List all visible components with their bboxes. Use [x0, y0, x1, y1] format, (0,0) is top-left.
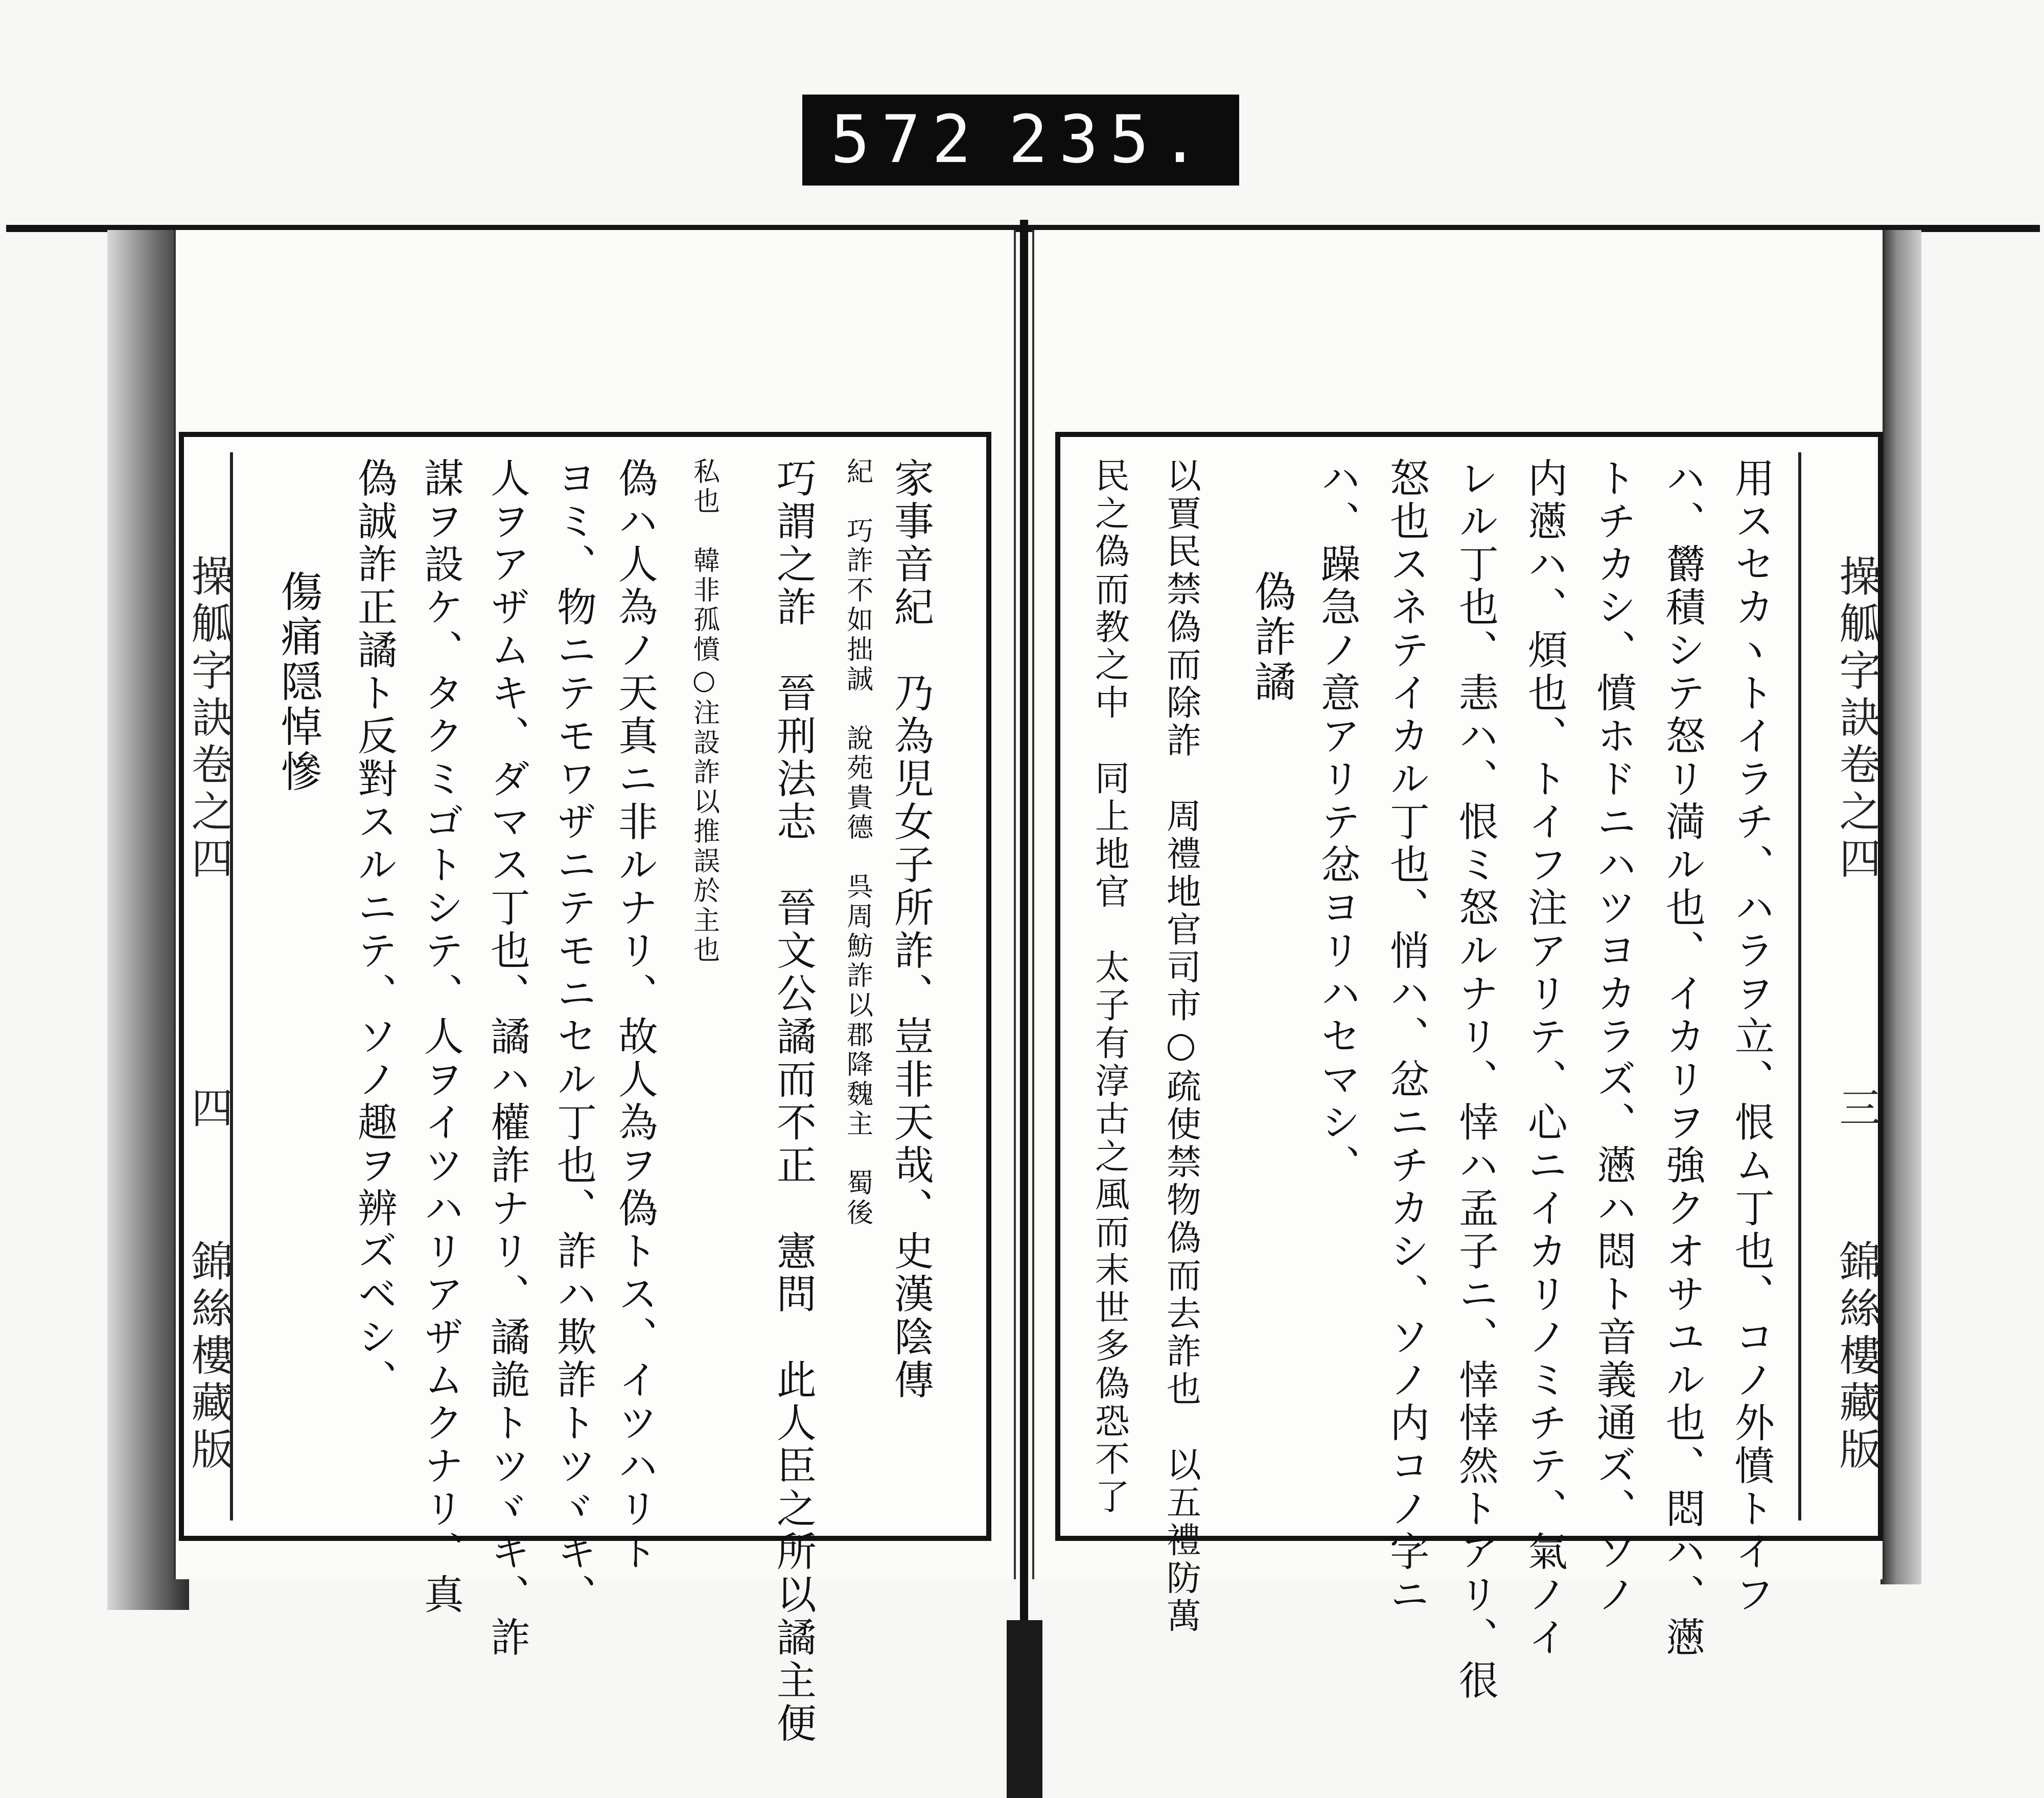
catalog-number-left: 572 — [830, 102, 983, 178]
text-column: レル丁也、恚ハ、恨ミ怒ルナリ、悻ハ孟子ニ、悻悻然トアリ、很 — [1452, 457, 1498, 1702]
right-page-frame — [1055, 432, 1883, 1702]
margin-folio: 四 — [184, 1086, 233, 1133]
right-margin-rule — [1798, 452, 1801, 1520]
catalog-number-label — [802, 95, 1239, 186]
text-column: 巧謂之詐 晉刑法志 晉文公譎而不正 憲問 此人臣之所以譎主便 — [770, 457, 816, 1745]
margin-publisher: 錦絲樓藏版 — [184, 1239, 233, 1474]
text-column: ハ、躁急ノ意アリテ忿ヨリハセマシ、 — [1314, 457, 1360, 1187]
text-column: 内懣ハ、煩也、トイフ注アリテ、心ニイカリノミチテ、氣ノイ — [1521, 457, 1567, 1659]
text-column: トチカシ、憤ホドニハツヨカラズ、懣ハ悶ト音義通ズ、ソノ — [1590, 457, 1636, 1617]
text-column: 用スセカヽトイラチ、ハラヲ立、恨ム丁也、コノ外憤トイフ — [1728, 457, 1774, 1617]
text-column: 民之偽而教之中 同上地官 太子有淳古之風而末世多偽恐不了 — [1089, 457, 1130, 1516]
margin-publisher: 錦絲樓藏版 — [1832, 1239, 1881, 1474]
text-column: 紀 巧詐不如拙誠 說苑貴德 呉周魴詐以郡降魏主 蜀後 — [842, 457, 873, 1228]
section-heading: 偽詐譎 — [1247, 570, 1296, 705]
text-column: 謀ヲ設ケ、タクミゴトシテ、人ヲイツハリアザムクナリ、真 — [417, 457, 463, 1617]
text-column: 家事音紀 乃為児女子所詐、豈非天哉、史漢陰傳 — [887, 457, 934, 1402]
margin-title: 操觚字訣卷之四 — [184, 555, 233, 884]
catalog-number-right: 235. — [1008, 102, 1211, 178]
right-book-edge — [1880, 230, 1921, 1584]
text-column: ヨミ、物ニテモワザニテモニセル丁也、詐ハ欺詐トツヾキ、 — [550, 457, 596, 1617]
text-column: 偽誠詐正譎ト反對スルニテ、ソノ趣ヲ辨ズベシ、 — [351, 457, 397, 1402]
margin-folio: 三 — [1832, 1086, 1881, 1133]
text-column: 偽ハ人為ノ天真ニ非ルナリ、故人為ヲ偽トス、イツハリト — [611, 457, 658, 1574]
text-column: 私也 韓非孤憤○注設詐以推誤於主也 — [688, 457, 719, 965]
margin-title: 操觚字訣卷之四 — [1832, 555, 1881, 884]
text-column: 怒也スネテイカル丁也、悄ハ、忿ニチカシ、ソノ内コノ字ニ — [1383, 457, 1429, 1617]
bookmark-tassel — [1007, 1620, 1042, 1798]
text-column: ハ、欝積シテ怒リ満ル也、イカリヲ強クオサユル也、悶ハ、懣 — [1659, 457, 1705, 1659]
section-heading: 傷痛隠悼慘 — [274, 570, 323, 795]
left-page-frame — [179, 432, 991, 1745]
book-spine — [1020, 220, 1028, 1798]
text-column: 人ヲアザムキ、ダマス丁也、譎ハ權詐ナリ、譎詭トツヾキ、詐 — [483, 457, 530, 1659]
text-column: 以賈民禁偽而除詐 周禮地官司市○疏使禁物偽而去詐也 以五禮防萬 — [1160, 457, 1201, 1635]
